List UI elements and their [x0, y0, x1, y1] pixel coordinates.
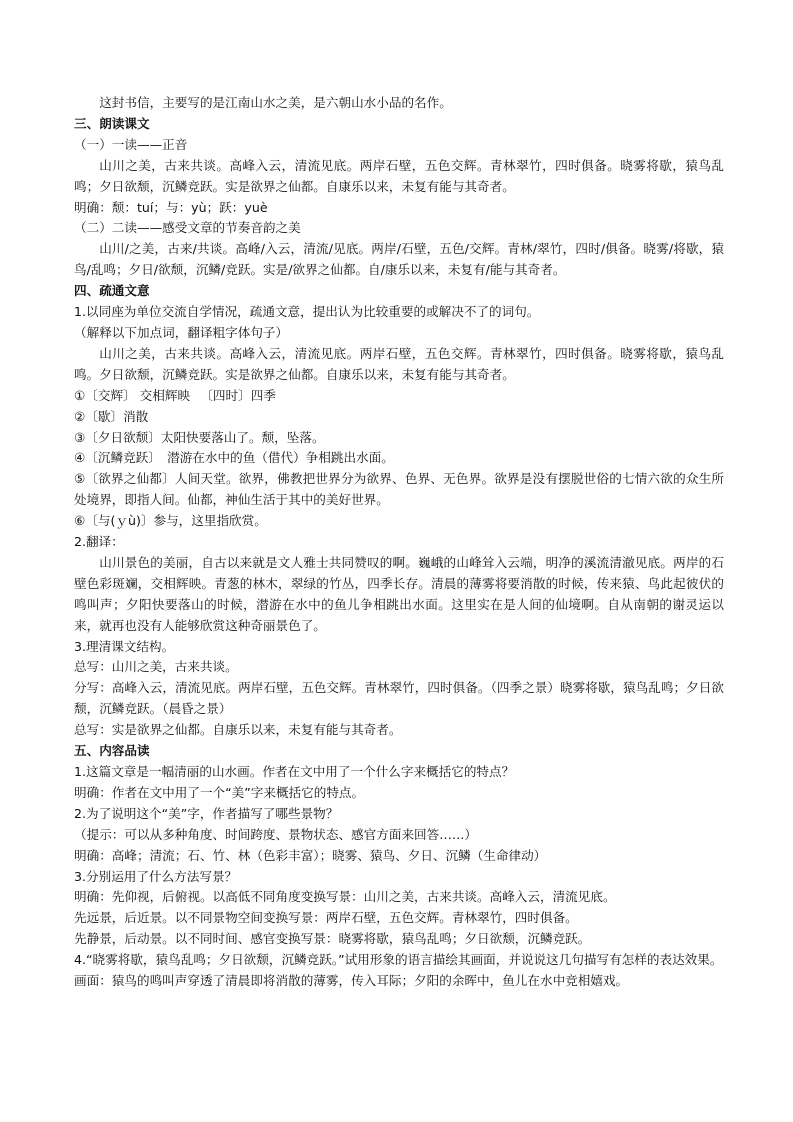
- text-line: （提示：可以从多种角度、时间跨度、景物状态、感官方面来回答……）: [74, 826, 477, 842]
- text-line: ⑤〔欲界之仙都〕人间天堂。欲界，佛教把世界分为欲界、色界、无色界。欲界是没有摆脱世俗的七情六欲的众生所处境界，即指人间。仙都，神仙生活于其中的美好世界。: [74, 471, 724, 508]
- section-heading: 三、朗读课文: [74, 115, 150, 131]
- text-line: 先静景，后动景。以不同时间、感官变换写景：晓雾将歇，猿鸟乱鸣；夕日欲颓，沉鳞竞跃。: [74, 931, 591, 947]
- text-line: ②〔歇〕消散: [74, 408, 149, 424]
- text-line: （一）一读——正音: [74, 136, 188, 152]
- text-line: 3.理清课文结构。: [74, 638, 175, 654]
- text-line: 1.这篇文章是一幅清丽的山水画。作者在文中用了一个什么字来概括它的特点？: [74, 764, 515, 779]
- text-line: 总写：山川之美，古来共谈。: [74, 659, 238, 675]
- text-line: 先远景，后近景。以不同景物空间变换写景：两岸石壁，五色交辉。青林翠竹，四时俱备。: [74, 910, 578, 926]
- indented-paragraph: 山川/之美，古来/共谈。高峰/入云，清流/见底。两岸/石壁，五色/交辉。青林/翠竹，四时/俱备。晓雾/将歇，猿鸟/乱鸣；夕日/欲颓，沉鳞/竞跃。实是/欲界之仙都。自/康乐以来，未复有/能与其奇者。: [74, 241, 724, 278]
- indented-paragraph: 山川之美，古来共谈。高峰入云，清流见底。两岸石壁，五色交辉。青林翠竹，四时俱备。晓雾将歇，猿鸟乱鸣；夕日欲颓，沉鳞竞跃。实是欲界之仙都。自康乐以来，未复有能与其奇者。: [74, 157, 724, 194]
- text-line: 总写：实是欲界之仙都。自康乐以来，未复有能与其奇者。: [74, 722, 402, 738]
- text-line: 3.分别运用了什么方法写景？: [74, 868, 238, 884]
- text-line: 明确：作者在文中用了一个“美”字来概括它的特点。: [74, 784, 365, 800]
- indented-paragraph: 这封书信，主要写的是江南山水之美，是六朝山水小品的名作。: [99, 95, 452, 110]
- text-line: 明确：高峰；清流；石、竹、林（色彩丰富）；晓雾、猿鸟、夕日、沉鳞（生命律动）: [74, 847, 547, 863]
- text-line: 1.以同座为单位交流自学情况，疏通文意，提出认为比较重要的或解决不了的词句。: [74, 304, 540, 320]
- text-line: ⑥〔与(ｙù)〕参与，这里指欣赏。: [74, 513, 267, 529]
- text-line: （二）二读——感受文章的节奏音韵之美: [74, 220, 301, 236]
- text-line: 明确：颓：tuí；与：yù；跃：yuè: [74, 199, 268, 215]
- text-line: 明确：先仰视，后俯视。以高低不同角度变换写景：山川之美，古来共谈。高峰入云，清流见底。: [74, 889, 616, 905]
- text-line: ①〔交辉〕 交相辉映 〔四时〕四季: [74, 387, 276, 403]
- page-body: [74, 93, 724, 992]
- text-line: 2.为了说明这个“美”字，作者描写了哪些景物？: [74, 805, 339, 821]
- text-line: （解释以下加点词，翻译粗字体句子）: [74, 324, 289, 340]
- text-line: ④〔沉鳞竞跃〕 潜游在水中的鱼（借代）争相跳出水面。: [74, 450, 394, 466]
- text-line: ③〔夕日欲颓〕太阳快要落山了。颓，坠落。: [74, 429, 325, 445]
- section-heading: 五、内容品读: [74, 743, 150, 759]
- text-line: 画面：猿鸟的鸣叫声穿透了清晨即将消散的薄雾，传入耳际；夕阳的余晖中，鱼儿在水中竞相嬉戏。: [74, 973, 629, 989]
- indented-paragraph: 山川景色的美丽，自古以来就是文人雅士共同赞叹的啊。巍峨的山峰耸入云端，明净的溪流清澈见底。两岸的石壁色彩斑斓，交相辉映。青葱的林木，翠绿的竹丛，四季长存。清晨的薄雾将要消散的时候，传来猿、鸟此起彼伏的鸣叫声；夕阳快要落山的时候，潜游在水中的鱼儿争相跳出水面。这里实在是人间的仙境啊。自从南朝的谢灵运以来，就再也没有人能够欣赏这种奇丽景色了。: [74, 554, 724, 633]
- text-line: 2.翻译：: [74, 534, 124, 550]
- indented-paragraph: 山川之美，古来共谈。高峰入云，清流见底。两岸石壁，五色交辉。青林翠竹，四时俱备。晓雾将歇，猿鸟乱鸣。夕日欲颓，沉鳞竞跃。实是欲界之仙都。自康乐以来，未复有能与其奇者。: [74, 345, 724, 382]
- text-line: 4.“晓雾将歇，猿鸟乱鸣；夕日欲颓，沉鳞竞跃。”试用形象的语言描绘其画面，并说说这几句描写有怎样的表达效果。: [74, 952, 723, 968]
- section-heading: 四、疏通文意: [74, 283, 150, 299]
- text-line: 分写：高峰入云，清流见底。两岸石壁，五色交辉。青林翠竹，四时俱备。（四季之景）晓雾将歇，猿鸟乱鸣；夕日欲颓，沉鳞竞跃。（晨昏之景）: [74, 680, 724, 717]
